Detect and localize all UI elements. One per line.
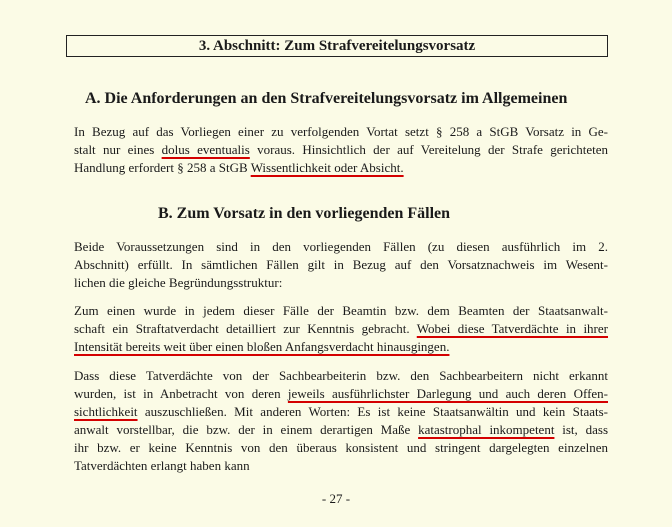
paragraph-line: [74, 421, 608, 439]
text-span: schaft ein Straftatverdacht detailliert zur Kenntnis gebracht.: [74, 321, 417, 336]
paragraph-line: In Bezug auf das Vorliegen einer zu verfolgenden Vortat setzt § 258 a StGB Vorsatz in Ge-: [74, 124, 608, 139]
paragraph-line: Dass diese Tatverdächte von der Sachbearbeiterin bzw. den Sachbearbeitern nicht erkannt: [74, 368, 608, 383]
paragraph-line: Zum einen wurde in jedem dieser Fälle der Beamtin bzw. dem Beamten der Staatsanwalt-: [74, 303, 608, 318]
paragraph-suspicion: [74, 302, 608, 356]
highlight-darlegung: jeweils ausführlichster Darlegung und auch deren Offen-: [287, 386, 608, 401]
paragraph-line: [74, 403, 608, 421]
paragraph-line: [74, 159, 608, 177]
paragraph-requirements: [74, 123, 608, 177]
text-span: ist, dass: [554, 422, 609, 437]
highlight-offensichtlichkeit: sichtlichkeit: [74, 404, 138, 419]
heading-a: A. Die Anforderungen an den Strafvereitelungsvorsatz im Allgemeinen: [85, 90, 568, 107]
paragraph-line: Tatverdächten erlangt haben kann: [74, 458, 250, 473]
highlight-intensitaet: Intensität bereits weit über einen bloßen Anfangsverdacht hinausgingen.: [74, 339, 450, 354]
paragraph-conditions: [74, 238, 608, 292]
text-span: anwalt vorstellbar, die bzw. der in einem derartigen Maße: [74, 422, 419, 437]
paragraph-line: ihr bzw. er keine Kenntnis von den überaus konsistent und stringent dargelegten einzelnen: [74, 440, 608, 455]
highlight-dolus-eventualis: dolus eventualis: [161, 142, 250, 157]
heading-b: B. Zum Vorsatz in den vorliegenden Fällen: [158, 205, 451, 222]
paragraph-line: Abschnitt) erfüllt. In sämtlichen Fällen gilt in Bezug auf den Vorsatznachweis im Wesent-: [74, 257, 608, 272]
page-number: - 27 -: [321, 491, 351, 506]
text-span: auszuschließen. Mit anderen Worten: Es ist keine Staatsanwältin und kein Staats-: [137, 404, 608, 419]
paragraph-line: [74, 320, 608, 338]
text-span: wurden, ist in Anbetracht von deren: [74, 386, 288, 401]
paragraph-line: Beide Voraussetzungen sind in den vorliegenden Fällen (zu diesen ausführlich im 2.: [74, 239, 608, 254]
text-span: stalt nur eines: [74, 142, 162, 157]
highlight-wissentlichkeit: Wissentlichkeit oder Absicht.: [250, 160, 404, 175]
highlight-tatverdaechte: Wobei diese Tatverdächte in ihrer: [416, 321, 608, 336]
paragraph-line: [74, 141, 608, 159]
highlight-inkompetent: katastrophal inkompetent: [418, 422, 555, 437]
text-span: Handlung erfordert § 258 a StGB: [74, 160, 251, 175]
text-span: voraus. Hinsichtlich der auf Vereitelung der Strafe gerichteten: [249, 142, 608, 157]
paragraph-line: lichen die gleiche Begründungsstruktur:: [74, 275, 283, 290]
section-title: 3. Abschnitt: Zum Strafvereitelungsvorsatz: [66, 35, 608, 57]
paragraph-recognition: [74, 367, 608, 475]
paragraph-line: [74, 338, 608, 356]
paragraph-line: [74, 385, 608, 403]
